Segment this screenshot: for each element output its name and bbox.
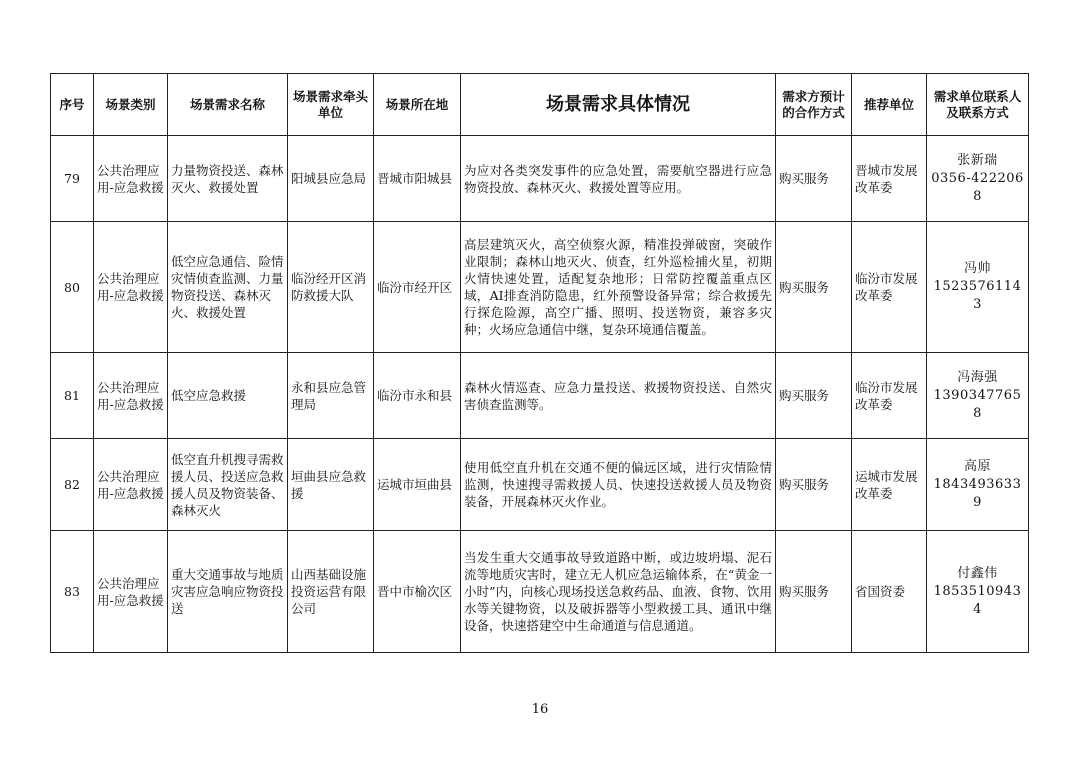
- cell-name: 力量物资投送、森林灭火、救援处置: [168, 136, 288, 222]
- cell-location: 晋城市阳城县: [374, 136, 461, 222]
- cell-recommender: 晋城市发展改革委: [852, 136, 927, 222]
- cell-lead: 垣曲县应急救援: [288, 439, 374, 531]
- contact-name: 高原: [963, 458, 991, 474]
- cell-lead: 临汾经开区消防救援大队: [288, 222, 374, 353]
- cell-contact: [927, 531, 1029, 653]
- cell-location: 临汾市永和县: [374, 353, 461, 439]
- cell-category: 公共治理应用-应急救援: [94, 136, 168, 222]
- header-lead: 场景需求牵头单位: [288, 74, 374, 136]
- cell-category: 公共治理应用-应急救援: [94, 439, 168, 531]
- cell-seq: 80: [51, 222, 94, 353]
- cell-category: 公共治理应用-应急救援: [94, 353, 168, 439]
- cell-location: 晋中市榆次区: [374, 531, 461, 653]
- contact-phone: 18434936339: [933, 476, 1022, 510]
- cell-lead: 山西基础设施投资运营有限公司: [288, 531, 374, 653]
- cell-recommender: 省国资委: [852, 531, 927, 653]
- header-name: 场景需求名称: [168, 74, 288, 136]
- cell-contact: [927, 353, 1029, 439]
- cell-coop: 购买服务: [776, 222, 852, 353]
- cell-recommender: 临汾市发展改革委: [852, 222, 927, 353]
- table-row: [51, 439, 1029, 531]
- cell-location: 临汾市经开区: [374, 222, 461, 353]
- cell-coop: 购买服务: [776, 136, 852, 222]
- cell-lead: 阳城县应急局: [288, 136, 374, 222]
- header-contact: 需求单位联系人及联系方式: [927, 74, 1029, 136]
- cell-contact: [927, 439, 1029, 531]
- cell-seq: 79: [51, 136, 94, 222]
- cell-location: 运城市垣曲县: [374, 439, 461, 531]
- cell-contact: [927, 222, 1029, 353]
- cell-name: 重大交通事故与地质灾害应急响应物资投送: [168, 531, 288, 653]
- contact-phone: 0356-4222068: [931, 170, 1024, 204]
- cell-seq: 83: [51, 531, 94, 653]
- table-row: [51, 222, 1029, 353]
- header-seq: 序号: [51, 74, 94, 136]
- contact-name: 付鑫伟: [957, 565, 998, 581]
- cell-seq: 82: [51, 439, 94, 531]
- header-row: [51, 74, 1029, 136]
- cell-detail: 森林火情巡查、应急力量投送、救援物资投送、自然灾害侦查监测等。: [461, 353, 776, 439]
- contact-name: 冯海强: [957, 369, 998, 385]
- contact-phone: 13903477658: [933, 387, 1022, 421]
- header-category: 场景类别: [94, 74, 168, 136]
- table-row: [51, 353, 1029, 439]
- header-location: 场景所在地: [374, 74, 461, 136]
- contact-phone: 15235761143: [933, 279, 1022, 312]
- cell-coop: 购买服务: [776, 439, 852, 531]
- cell-lead: 永和县应急管理局: [288, 353, 374, 439]
- contact-phone: 18535109434: [933, 583, 1022, 617]
- cell-detail: 使用低空直升机在交通不便的偏远区域，进行灾情险情监测，快速搜寻需救援人员、快速投送救援人员及物资装备，开展森林灭火作业。: [461, 439, 776, 531]
- cell-recommender: 临汾市发展改革委: [852, 353, 927, 439]
- cell-seq: 81: [51, 353, 94, 439]
- scenario-table: [50, 73, 1029, 653]
- cell-name: 低空应急救援: [168, 353, 288, 439]
- cell-detail: 为应对各类突发事件的应急处置，需要航空器进行应急物资投放、森林灭火、救援处置等应用。: [461, 136, 776, 222]
- cell-name: 低空直升机搜寻需救援人员、投送应急救援人员及物资装备、森林灭火: [168, 439, 288, 531]
- cell-coop: 购买服务: [776, 353, 852, 439]
- cell-category: 公共治理应用-应急救援: [94, 222, 168, 353]
- cell-category: 公共治理应用-应急救援: [94, 531, 168, 653]
- cell-recommender: 运城市发展改革委: [852, 439, 927, 531]
- page-number: 16: [531, 702, 549, 717]
- cell-detail: 当发生重大交通事故导致道路中断，或边坡坍塌、泥石流等地质灾害时，建立无人机应急运输体系，在“黄金一小时”内，向核心现场投送急救药品、血液、食物、饮用水等关键物资，以及破拆器等小型救援工具、通讯中继设备，快速搭建空中生命通道与信息通道。: [461, 531, 776, 653]
- header-detail: 场景需求具体情况: [461, 74, 776, 136]
- contact-name: 张新瑞: [957, 152, 998, 168]
- cell-contact: [927, 136, 1029, 222]
- header-recommender: 推荐单位: [852, 74, 927, 136]
- cell-detail: 高层建筑灭火，高空侦察火源，精准投弹破窗，突破作业限制；森林山地灭火、侦查，红外巡检捕火星，初期火情快速处置，适配复杂地形；日常防控覆盖重点区域，AI排查消防隐患，红外预警设备异常；综合救援先行探危险源，高空广播、照明、投送物资，兼容多灾种；火场应急通信中继，复杂环境通信覆盖。: [461, 222, 776, 353]
- table-row: [51, 531, 1029, 653]
- header-coop: 需求方预计的合作方式: [776, 74, 852, 136]
- table-row: [51, 136, 1029, 222]
- contact-name: 冯帅: [963, 261, 991, 276]
- cell-name: 低空应急通信、险情灾情侦查监测、力量物资投送、森林灭火、救援处置: [168, 222, 288, 353]
- cell-coop: 购买服务: [776, 531, 852, 653]
